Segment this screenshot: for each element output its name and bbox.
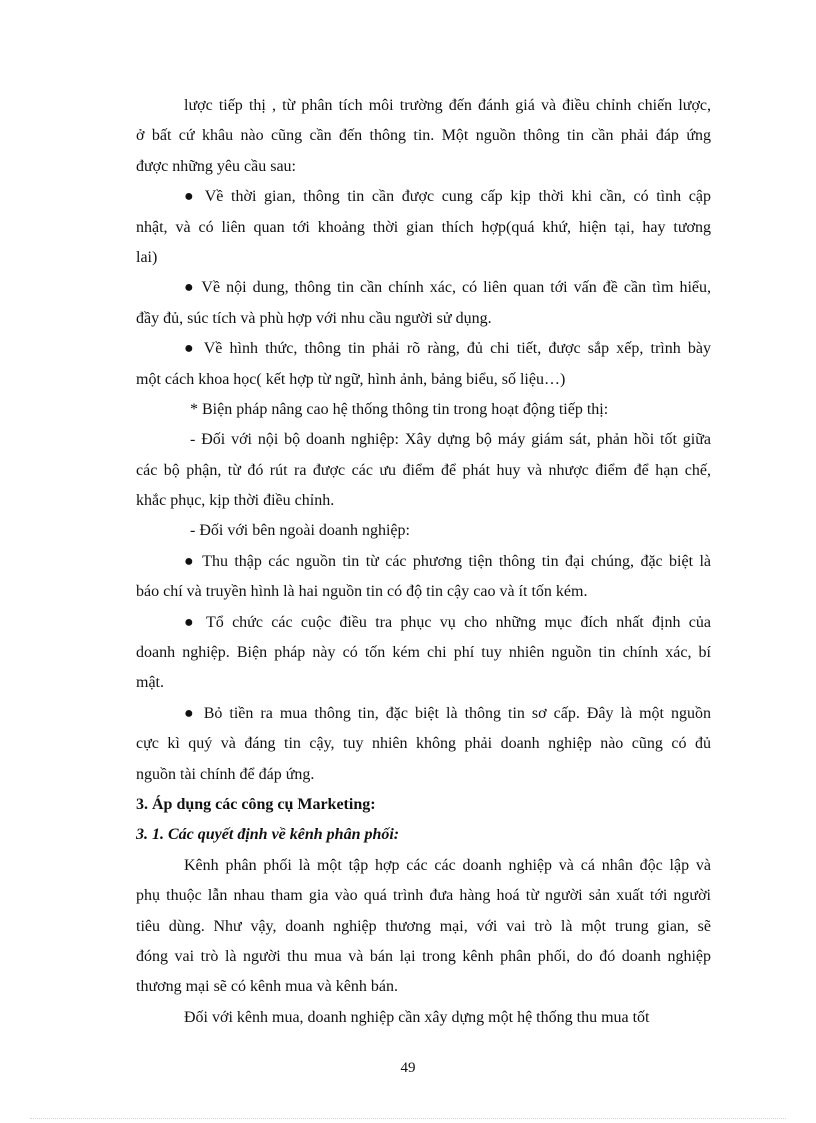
- text-line: nguồn tài chính để đáp ứng.: [136, 765, 315, 783]
- section-note: * Biện pháp nâng cao hệ thống thông tin trong hoạt động tiếp thị:: [190, 400, 609, 418]
- bullet-line: ● Về hình thức, thông tin phải rõ ràng, đủ chi tiết, được sắp xếp, trình bày: [184, 340, 711, 358]
- text-line: doanh nghiệp. Biện pháp này có tốn kém chi phí tuy nhiên nguồn tin chính xác, bí: [136, 644, 711, 662]
- text-line: tiêu dùng. Như vậy, doanh nghiệp thương mại, với vai trò là một trung gian, sẽ: [136, 917, 711, 935]
- text-line: lai): [136, 248, 158, 266]
- subsection-heading: 3. 1. Các quyết định về kênh phân phối:: [136, 826, 400, 844]
- text-line: khắc phục, kịp thời điều chỉnh.: [136, 492, 335, 510]
- text-line: đầy đủ, súc tích và phù hợp với nhu cầu người sử dụng.: [136, 309, 492, 327]
- text-line: - Đối với bên ngoài doanh nghiệp:: [190, 522, 410, 540]
- text-line: được những yêu cầu sau:: [136, 157, 296, 175]
- section-heading: 3. Áp dụng các công cụ Marketing:: [136, 795, 376, 813]
- text-line: cực kì quý và đáng tin cậy, tuy nhiên không phải doanh nghiệp nào cũng có đủ: [136, 735, 711, 753]
- footer-divider: [30, 1118, 786, 1119]
- text-line: ở bất cứ khâu nào cũng cần đến thông tin. Một nguồn thông tin cần phải đáp ứng: [136, 127, 711, 145]
- bullet-line: ● Tổ chức các cuộc điều tra phục vụ cho những mục đích nhất định của: [184, 613, 711, 631]
- text-line: phụ thuộc lẫn nhau tham gia vào quá trình đưa hàng hoá từ người sản xuất tới người: [136, 887, 711, 905]
- text-line: báo chí và truyền hình là hai nguồn tin có độ tin cậy cao và ít tốn kém.: [136, 583, 588, 601]
- text-line: Kênh phân phối là một tập hợp các các doanh nghiệp và cá nhân độc lập và: [184, 856, 711, 874]
- bullet-line: ● Về thời gian, thông tin cần được cung cấp kịp thời khi cần, có tình cập: [184, 188, 711, 206]
- bullet-line: ● Thu thập các nguồn tin từ các phương tiện thông tin đại chúng, đặc biệt là: [184, 552, 711, 570]
- bullet-line: ● Về nội dung, thông tin cần chính xác, có liên quan tới vấn đề cần tìm hiểu,: [184, 279, 711, 297]
- text-line: lược tiếp thị , từ phân tích môi trường đến đánh giá và điều chỉnh chiến lược,: [184, 97, 711, 114]
- text-line: thương mại sẽ có kênh mua và kênh bán.: [136, 978, 398, 996]
- text-line: mật.: [136, 674, 164, 692]
- document-body: [136, 91, 711, 1033]
- page-number: 49: [400, 1060, 416, 1076]
- text-line: - Đối với nội bộ doanh nghiệp: Xây dựng bộ máy giám sát, phản hồi tốt giữa: [190, 431, 711, 449]
- text-line: Đối với kênh mua, doanh nghiệp cần xây dựng một hệ thống thu mua tốt: [184, 1008, 650, 1026]
- text-line: nhật, và có liên quan tới khoảng thời gian thích hợp(quá khứ, hiện tại, hay tương: [136, 218, 711, 236]
- text-line: đóng vai trò là người thu mua và bán lại trong kênh phân phối, do đó doanh nghiệp: [136, 947, 711, 965]
- text-line: một cách khoa học( kết hợp từ ngữ, hình ảnh, bảng biểu, số liệu…): [136, 370, 566, 388]
- text-line: các bộ phận, từ đó rút ra được các ưu điểm để phát huy và nhược điểm để hạn chế,: [136, 461, 711, 479]
- bullet-line: ● Bỏ tiền ra mua thông tin, đặc biệt là thông tin sơ cấp. Đây là một nguồn: [184, 704, 711, 722]
